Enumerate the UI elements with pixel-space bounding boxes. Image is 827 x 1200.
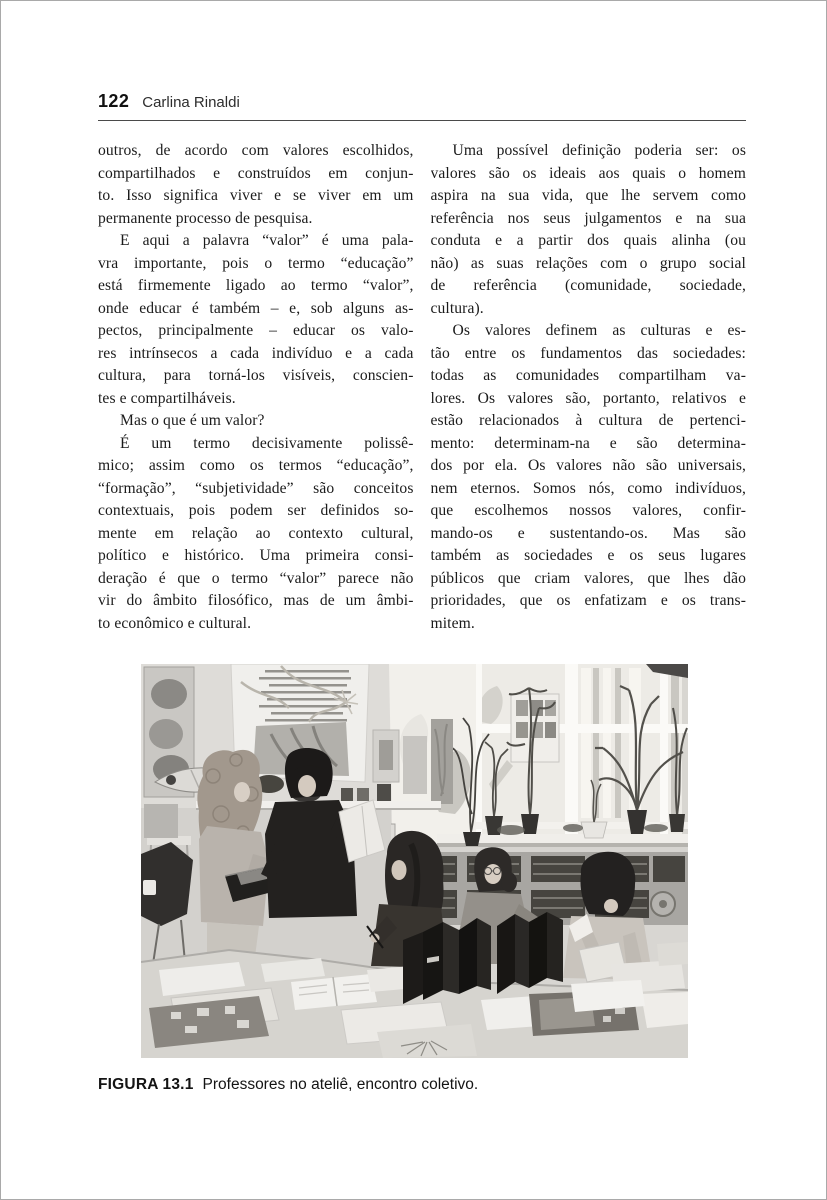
text-line: Mas o que é um valor? <box>120 412 265 429</box>
text-line: onde educar é também – e, sob alguns as- <box>98 299 414 317</box>
text-line: lores. Os valores são, portanto, relativos e <box>430 389 746 407</box>
text-line: Uma possível definição poderia ser: os <box>452 142 746 159</box>
running-header <box>98 91 746 121</box>
paragraph <box>98 230 414 410</box>
text-line: deração é que o termo “valor” parece não <box>98 569 414 587</box>
text-line: prioridades, que os enfatizam e os trans- <box>430 592 746 609</box>
text-line: mando-os e sustentando-os. Mas são <box>430 524 746 542</box>
text-line: pectos, principalmente – educar os valo- <box>98 322 414 339</box>
text-line: que escolhemos nossos valores, confir- <box>430 502 746 519</box>
text-line: públicos que criam valores, que lhes dão <box>430 569 746 587</box>
text-line: to. Isso significa viver e se viver em um <box>98 187 414 204</box>
text-line: estão relacionados à cultura de pertenci- <box>430 412 746 429</box>
text-line: vra importante, pois o termo “educação” <box>98 254 414 272</box>
text-line: tes e compartilháveis. <box>98 389 236 407</box>
text-line: político e histórico. Uma primeira consi- <box>98 547 414 564</box>
text-line: aspira na sua vida, que lhe servem como <box>430 187 746 204</box>
text-line: contextuais, pois podem ser definidos so- <box>98 502 414 519</box>
text-line: não) as suas relações com o grupo social <box>430 254 746 272</box>
figure-caption <box>98 1076 746 1094</box>
text-line: nem eternos. Somos nós, como indivíduos, <box>430 479 746 497</box>
text-line: permanente processo de pesquisa. <box>98 209 313 227</box>
text-column <box>431 140 747 635</box>
text-line: mento: determinam-na e são determina- <box>430 434 746 452</box>
text-line: Os valores definem as culturas e es- <box>452 322 746 339</box>
paragraph <box>431 320 747 635</box>
text-line: res intrínsecos a cada indivíduo e a cada <box>98 344 414 362</box>
figure-13-1 <box>141 664 688 1058</box>
figure-label: FIGURA 13.1 <box>98 1076 194 1093</box>
text-line: E aqui a palavra “valor” é uma pala- <box>120 232 414 249</box>
text-line: É um termo decisivamente polissê- <box>120 434 414 452</box>
paragraph <box>98 410 414 433</box>
figure-caption-text: Professores no ateliê, encontro coletivo. <box>202 1076 479 1093</box>
text-line: referência nos seus julgamentos e na sua <box>430 209 746 227</box>
text-line: compartilhados e construídos em conjun- <box>98 164 414 182</box>
text-column <box>98 140 414 635</box>
text-line: cultura). <box>430 299 484 317</box>
text-line: vir do âmbito filosófico, mas de um âmbi- <box>98 592 414 609</box>
paragraph <box>98 433 414 636</box>
text-line: dos por ela. Os valores não são universais, <box>430 457 746 474</box>
text-line: de referência (comunidade, sociedade, <box>430 277 746 294</box>
text-line: mente em relação ao contexto cultural, <box>98 524 414 542</box>
paragraph <box>431 140 747 320</box>
text-line: está firmemente ligado ao termo “valor”, <box>98 277 414 294</box>
text-line: cultura, para torná-los visíveis, conscien- <box>98 367 414 384</box>
text-line: “formação”, “subjetividade” são conceitos <box>98 479 414 497</box>
text-line: to econômico e cultural. <box>98 614 252 632</box>
text-line: tão entre os fundamentos das sociedades: <box>430 344 746 362</box>
text-line: conduta e a partir dos quais alinha (ou <box>430 232 746 249</box>
text-line: mitem. <box>430 614 475 632</box>
text-line: valores são os ideais aos quais o homem <box>430 164 746 182</box>
atelier-photo <box>141 664 688 1058</box>
paragraph <box>98 140 414 230</box>
text-line: também as sociedades e os seus lugares <box>430 547 746 564</box>
text-line: mico; assim como os termos “educação”, <box>98 457 414 474</box>
text-line: outros, de acordo com valores escolhidos, <box>98 142 414 159</box>
text-line: todas as comunidades compartilham va- <box>430 367 746 384</box>
body-text-columns <box>98 140 746 635</box>
author-name: Carlina Rinaldi <box>142 94 240 111</box>
page-number: 122 <box>98 91 130 111</box>
